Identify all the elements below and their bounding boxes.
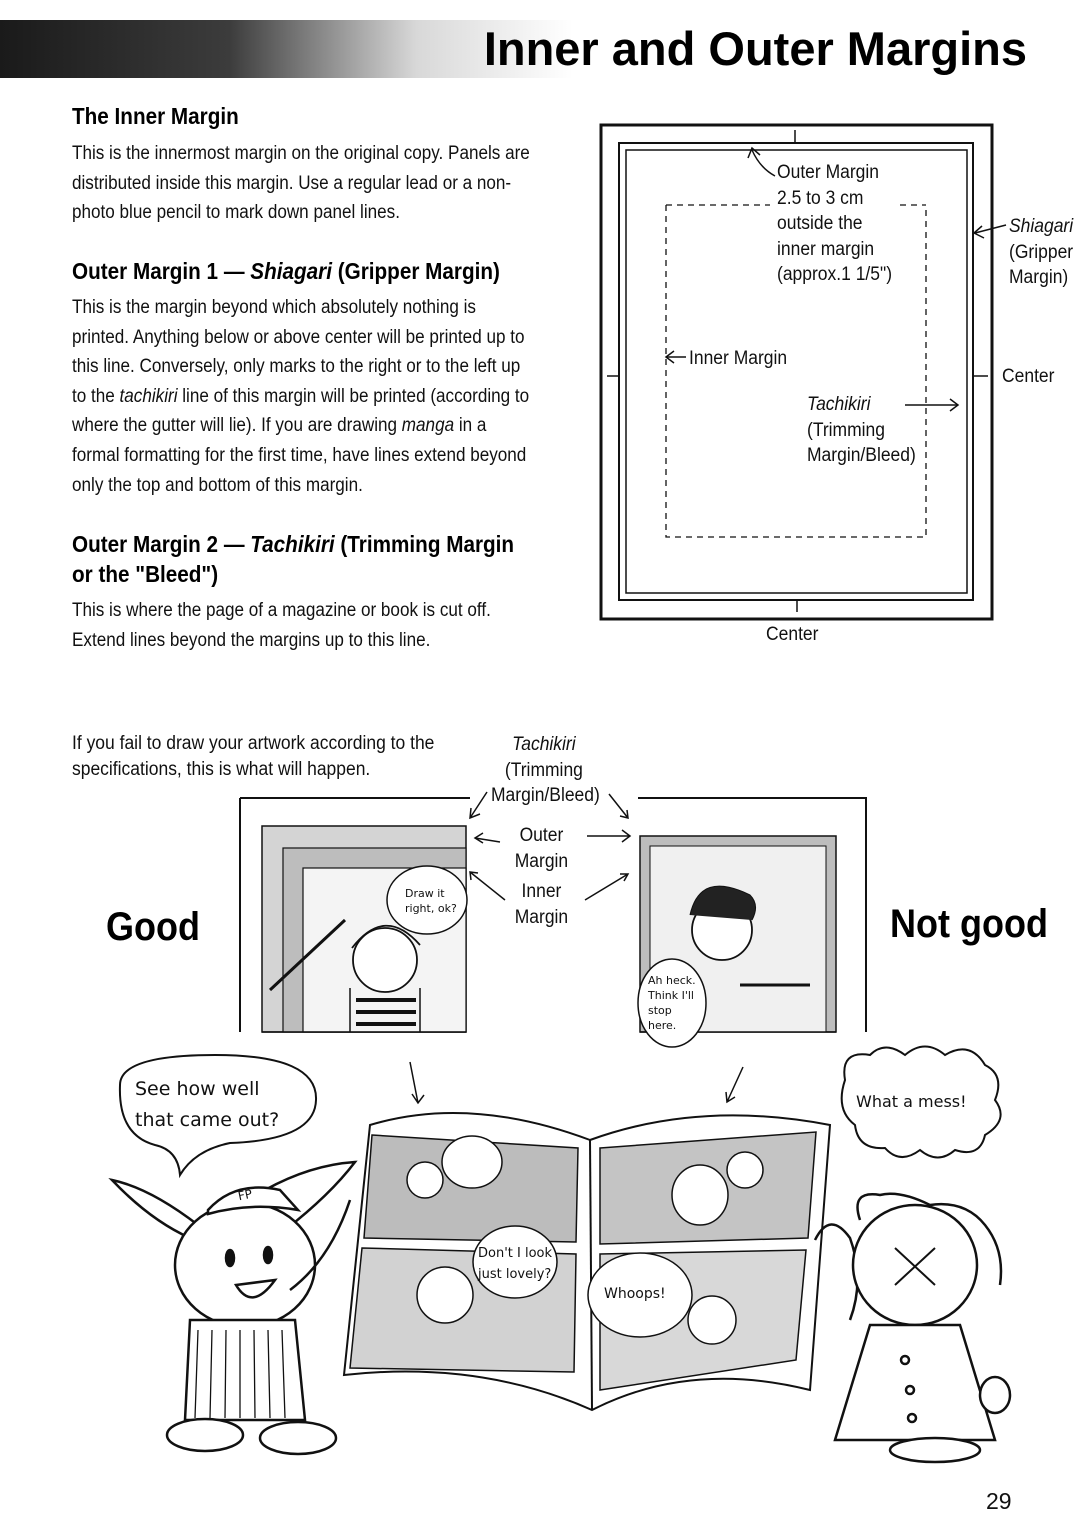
label-term: Shiagari <box>1009 216 1074 237</box>
speech-whoops: Whoops! <box>604 1286 666 1302</box>
note-line: (approx.1 1/5") <box>777 264 893 285</box>
label-term: Tachikiri <box>807 394 871 415</box>
paragraph-line: distributed inside this margin. Use a regular lead or a non- <box>72 172 512 194</box>
note-line: 2.5 to 3 cm <box>777 187 864 209</box>
comparison-intro <box>72 731 434 782</box>
label-line: (Trimming <box>807 419 886 441</box>
label-line: Margin) <box>1009 267 1069 288</box>
heading-inner-margin: The Inner Margin <box>72 103 239 129</box>
speech-line: Draw it <box>405 887 445 900</box>
note-line: Outer Margin <box>777 162 880 183</box>
heading-outer-margin-2-line2: or the "Bleed") <box>72 561 219 587</box>
comparison-inner-margin-label <box>512 879 571 930</box>
good-label: Good <box>106 905 200 949</box>
label-line: Margin/Bleed) <box>491 785 600 806</box>
intro-line: If you fail to draw your artwork according to the <box>72 733 435 754</box>
label-line: (Gripper <box>1009 241 1074 263</box>
girl-character <box>815 1194 1010 1462</box>
speech-line: just lovely? <box>478 1267 552 1282</box>
paragraph-line: This is where the page of a magazine or book is cut off. <box>72 600 491 621</box>
speech-what-a-mess: What a mess! <box>856 1092 967 1111</box>
page-number: 29 <box>986 1488 1012 1514</box>
not-good-label: Not good <box>890 902 1048 946</box>
text-term: tachikiri <box>119 385 178 407</box>
paragraph-line: This is the margin beyond which absolutely nothing is <box>72 297 476 318</box>
open-book-illustration <box>344 1113 830 1410</box>
label-line: Margin <box>514 906 569 928</box>
heading-suffix: (Trimming Margin <box>334 531 515 557</box>
text-run: line of this margin will be printed (according to <box>177 385 530 407</box>
shiagari-label <box>1009 214 1073 291</box>
note-line: outside the <box>777 213 863 234</box>
paragraph-line: only the top and bottom of this margin. <box>72 474 363 496</box>
speech-line: Think I'll <box>648 989 694 1002</box>
heading-suffix: (Gripper Margin) <box>331 258 500 284</box>
paragraph-line: Extend lines beyond the margins up to this line. <box>72 629 431 651</box>
tachikiri-label <box>807 392 916 469</box>
label-line: Outer <box>519 825 564 846</box>
speech-ah-heck <box>648 973 696 1033</box>
speech-line: here. <box>648 1019 677 1032</box>
paragraph-line: this line. Conversely, only marks to the right or to the left up <box>72 356 521 378</box>
label-line: Inner <box>521 881 562 902</box>
text-run: to the <box>72 385 120 407</box>
rabbit-character <box>112 1162 355 1454</box>
speech-line: stop <box>648 1004 672 1017</box>
comparison-outer-margin-label <box>512 823 571 874</box>
center-label-right: Center <box>1002 366 1055 387</box>
note-line: inner margin <box>777 238 875 260</box>
paragraph-line: photo blue pencil to mark down panel lines. <box>72 202 400 224</box>
speech-line: Don't I look <box>478 1246 553 1261</box>
speech-line: that came out? <box>135 1109 280 1131</box>
rabbit-cap-text: FP <box>236 1186 254 1204</box>
text-term: manga <box>401 415 455 437</box>
speech-dont-i <box>478 1243 552 1285</box>
inner-margin-label: Inner Margin <box>689 348 788 369</box>
outer-margin-note <box>777 160 892 288</box>
speech-line: See how well <box>135 1078 260 1100</box>
label-line: Margin <box>514 850 569 872</box>
heading-prefix: Outer Margin 2 — <box>72 531 251 557</box>
speech-see-how <box>135 1074 279 1136</box>
label-term: Tachikiri <box>512 734 576 755</box>
heading-term: Shiagari <box>250 258 332 284</box>
speech-line: Ah heck. <box>648 974 696 987</box>
speech-draw-it <box>405 886 457 916</box>
paragraph-line: This is the innermost margin on the original copy. Panels are <box>72 143 530 164</box>
comparison-tachikiri-label <box>491 732 600 809</box>
intro-line: specifications, this is what will happen. <box>72 758 371 780</box>
speech-line: right, ok? <box>405 902 457 915</box>
paragraph-line: formal formatting for the first time, have lines extend beyond <box>72 444 527 466</box>
center-label-bottom: Center <box>766 624 819 645</box>
label-line: (Trimming <box>504 759 583 781</box>
page-title: Inner and Outer Margins <box>483 22 1027 75</box>
heading-prefix: Outer Margin 1 — <box>72 258 251 284</box>
label-line: Margin/Bleed) <box>807 445 916 466</box>
text-run: in a <box>454 415 487 437</box>
text-run: where the gutter will lie). If you are drawing <box>72 415 402 437</box>
heading-term: Tachikiri <box>250 531 335 557</box>
paragraph-line: printed. Anything below or above center will be printed up to <box>72 326 525 348</box>
